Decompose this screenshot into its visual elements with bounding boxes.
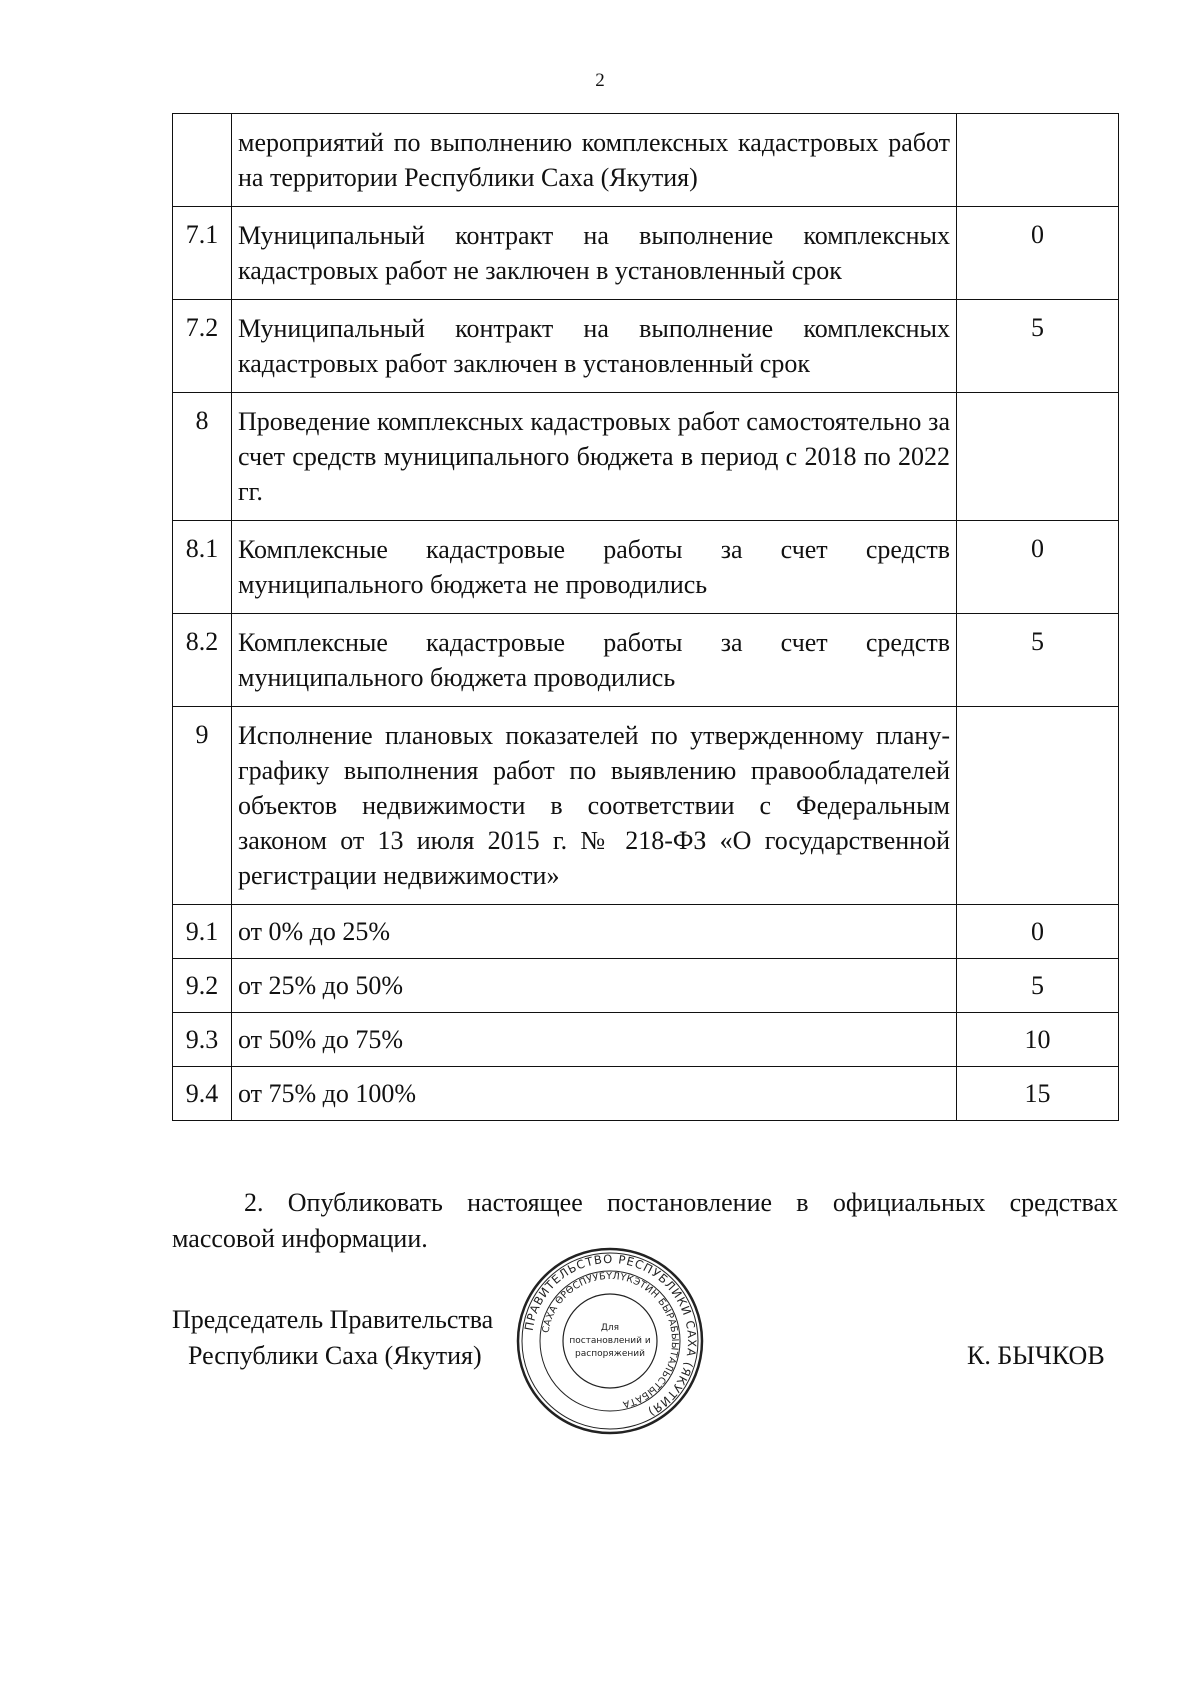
official-seal-icon <box>515 1246 705 1436</box>
row-text: Исполнение плановых показателей по утвержденному плану-графику выполнения работ по выявлению правообладателей объектов недвижимости в соответствии с Федеральным законом от 13 июля 2015 г. № 218-ФЗ «О государственной регистрации недвижимости» <box>232 707 957 905</box>
row-score: 0 <box>957 207 1119 300</box>
row-number: 9.4 <box>173 1067 232 1121</box>
table-row <box>173 1013 1119 1067</box>
row-text: от 0% до 25% <box>232 905 957 959</box>
row-text: Муниципальный контракт на выполнение комплексных кадастровых работ заключен в установленный срок <box>232 300 957 393</box>
row-score: 10 <box>957 1013 1119 1067</box>
signatory-position-line1: Председатель Правительства <box>172 1305 494 1334</box>
row-text: мероприятий по выполнению комплексных кадастровых работ на территории Республики Саха (Якутия) <box>232 114 957 207</box>
seal-center-line2: постановлений и <box>569 1336 651 1346</box>
table-row <box>173 300 1119 393</box>
signatory-position-line2: Республики Саха (Якутия) <box>188 1341 482 1370</box>
row-text: от 50% до 75% <box>232 1013 957 1067</box>
row-text: Проведение комплексных кадастровых работ самостоятельно за счет средств муниципального бюджета в период с 2018 по 2022 гг. <box>232 393 957 521</box>
row-number: 9.3 <box>173 1013 232 1067</box>
row-text: Муниципальный контракт на выполнение комплексных кадастровых работ не заключен в установленный срок <box>232 207 957 300</box>
seal-center-line3: распоряжений <box>575 1349 645 1359</box>
table-row <box>173 707 1119 905</box>
row-number <box>173 114 232 207</box>
row-text: от 25% до 50% <box>232 959 957 1013</box>
table-row <box>173 114 1119 207</box>
row-text: Комплексные кадастровые работы за счет средств муниципального бюджета проводились <box>232 614 957 707</box>
signatory-name: К. БЫЧКОВ <box>967 1341 1105 1370</box>
table-row <box>173 393 1119 521</box>
row-score: 0 <box>957 905 1119 959</box>
row-number: 8.2 <box>173 614 232 707</box>
publish-paragraph: 2. Опубликовать настоящее постановление в официальных средствах массовой информации. <box>172 1188 1118 1253</box>
table-row <box>173 1067 1119 1121</box>
seal-center-line1: Для <box>600 1323 620 1333</box>
row-score: 5 <box>957 300 1119 393</box>
row-score <box>957 393 1119 521</box>
row-number: 9 <box>173 707 232 905</box>
table-row <box>173 207 1119 300</box>
table-row <box>173 521 1119 614</box>
row-number: 7.1 <box>173 207 232 300</box>
page-number: 2 <box>595 70 605 91</box>
signatory-position <box>172 1302 493 1374</box>
table-row <box>173 905 1119 959</box>
row-text: от 75% до 100% <box>232 1067 957 1121</box>
table-row <box>173 614 1119 707</box>
row-number: 8.1 <box>173 521 232 614</box>
row-score <box>957 114 1119 207</box>
seal-outer-text: ПРАВИТЕЛЬСТВО РЕСПУБЛИКИ САХА (ЯКУТИЯ) <box>521 1251 700 1420</box>
row-number: 9.1 <box>173 905 232 959</box>
row-score: 0 <box>957 521 1119 614</box>
criteria-table <box>172 113 1119 1121</box>
row-number: 9.2 <box>173 959 232 1013</box>
seal-inner-text: САХА ӨРӨСПУУБҮЛҮКЭТИН БЫРАБЫЫТАЛЬСТЫБАТА <box>540 1270 681 1410</box>
row-number: 8 <box>173 393 232 521</box>
row-number: 7.2 <box>173 300 232 393</box>
table-row <box>173 959 1119 1013</box>
row-text: Комплексные кадастровые работы за счет средств муниципального бюджета не проводились <box>232 521 957 614</box>
row-score: 5 <box>957 614 1119 707</box>
row-score: 15 <box>957 1067 1119 1121</box>
row-score: 5 <box>957 959 1119 1013</box>
row-score <box>957 707 1119 905</box>
